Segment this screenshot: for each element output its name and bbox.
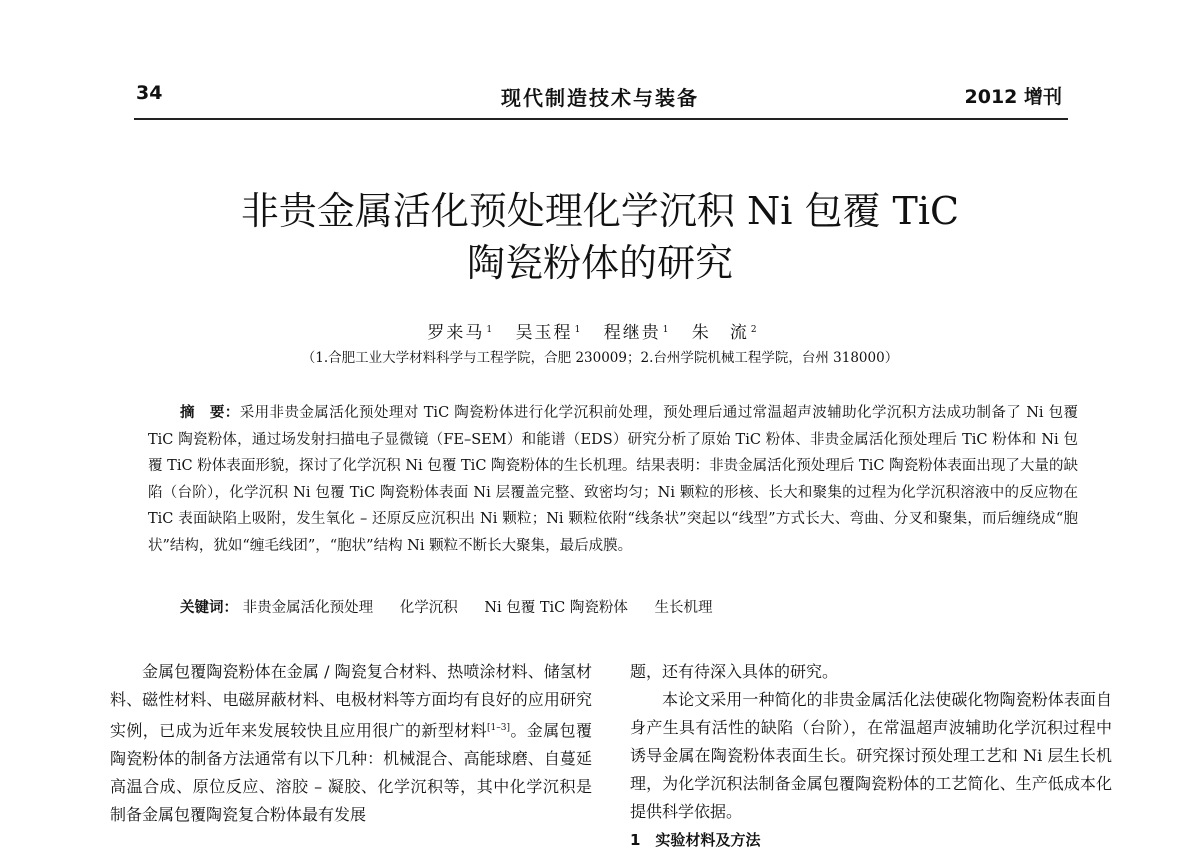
body-paragraph (110, 658, 592, 829)
body-column-right (630, 658, 1112, 854)
abstract (148, 400, 1078, 559)
keyword: Ni 包覆 TiC 陶瓷粉体 (484, 600, 628, 616)
section-heading: 1 实验材料及方法 (630, 831, 761, 849)
author-name: 罗来马 (427, 323, 485, 343)
author-affiliation-mark: 1 (574, 325, 583, 335)
author-list (0, 318, 1200, 343)
author-affiliation-mark: 2 (750, 325, 759, 335)
author-name: 程继贵 (603, 323, 661, 343)
author-name: 朱 流 (691, 323, 749, 343)
body-paragraph: 本论文采用一种简化的非贵金属活化法使碳化物陶瓷粉体表面自身产生具有活性的缺陷（台阶），在常温超声波辅助化学沉积过程中诱导金属在陶瓷粉体表面生长。研究探讨预处理工艺和 Ni 层生长机理，为化学沉积法制备金属包覆陶瓷粉体的工艺简化、生产低成本化提供科学依据。 (630, 690, 1112, 821)
abstract-label: 摘 要： (180, 405, 240, 421)
keywords-label: 关键词： (180, 600, 238, 616)
keyword: 化学沉积 (399, 600, 458, 616)
paragraph-text: 。金属包覆陶瓷粉体的制备方法通常有以下几种：机械混合、高能球磨、自蔓延高温合成、原位反应、溶胶 – 凝胶、化学沉积等，其中化学沉积是制备金属包覆陶瓷复合粉体最有发展 (110, 721, 592, 824)
issue-label: 2012 增刊 (964, 86, 1062, 108)
keyword: 生长机理 (654, 600, 713, 616)
paper-title-line-2: 陶瓷粉体的研究 (466, 241, 733, 285)
body-paragraph: 题，还有待深入具体的研究。 (630, 662, 839, 681)
paragraph-text: 金属包覆陶瓷粉体在金属 / 陶瓷复合材料、热喷涂材料、储氢材料、磁性材料、电磁屏蔽材料、电极材料等方面均有良好的应用研究实例，已成为近年来发展较快且应用很广的新型材料 (110, 662, 592, 740)
header-rule (134, 118, 1068, 120)
abstract-text: 采用非贵金属活化预处理对 TiC 陶瓷粉体进行化学沉积前处理，预处理后通过常温超声波辅助化学沉积方法成功制备了 Ni 包覆 TiC 陶瓷粉体，通过场发射扫描电子显微镜（FE–SEM）和能谱（EDS）研究分析了原始 TiC 粉体、非贵金属活化预处理后 TiC 粉体和 Ni 包覆 TiC 粉体表面形貌，探讨了化学沉积 Ni 包覆 TiC 陶瓷粉体的生长机理。结果表明：非贵金属活化预处理后 TiC 陶瓷粉体表面出现了大量的缺陷（台阶），化学沉积 Ni 包覆 TiC 陶瓷粉体表面 Ni 层覆盖完整、致密均匀；Ni 颗粒的形核、长大和聚集的过程为化学沉积溶液中的反应物在 TiC 表面缺陷上吸附，发生氧化 – 还原反应沉积出 Ni 颗粒；Ni 颗粒依附“线条状”突起以“线型”方式长大、弯曲、分叉和聚集，而后缠绕成“胞状”结构，犹如“缠毛线团”，“胞状”结构 Ni 颗粒不断长大聚集，最后成膜。 (148, 405, 1078, 554)
affiliations: （1.合肥工业大学材料科学与工程学院，合肥 230009；2.台州学院机械工程学院，台州 318000） (301, 350, 899, 366)
paper-title-line-1: 非贵金属活化预处理化学沉积 Ni 包覆 TiC (240, 189, 960, 233)
journal-name: 现代制造技术与装备 (501, 86, 699, 110)
author-affiliation-mark: 1 (662, 325, 671, 335)
body-column-left (110, 658, 592, 829)
author-name: 吴玉程 (515, 323, 573, 343)
keyword: 非贵金属活化预处理 (242, 600, 374, 616)
page-number: 34 (136, 82, 163, 104)
keywords (180, 596, 1060, 617)
citation: [1–3] (487, 723, 511, 733)
author-affiliation-mark: 1 (486, 325, 495, 335)
